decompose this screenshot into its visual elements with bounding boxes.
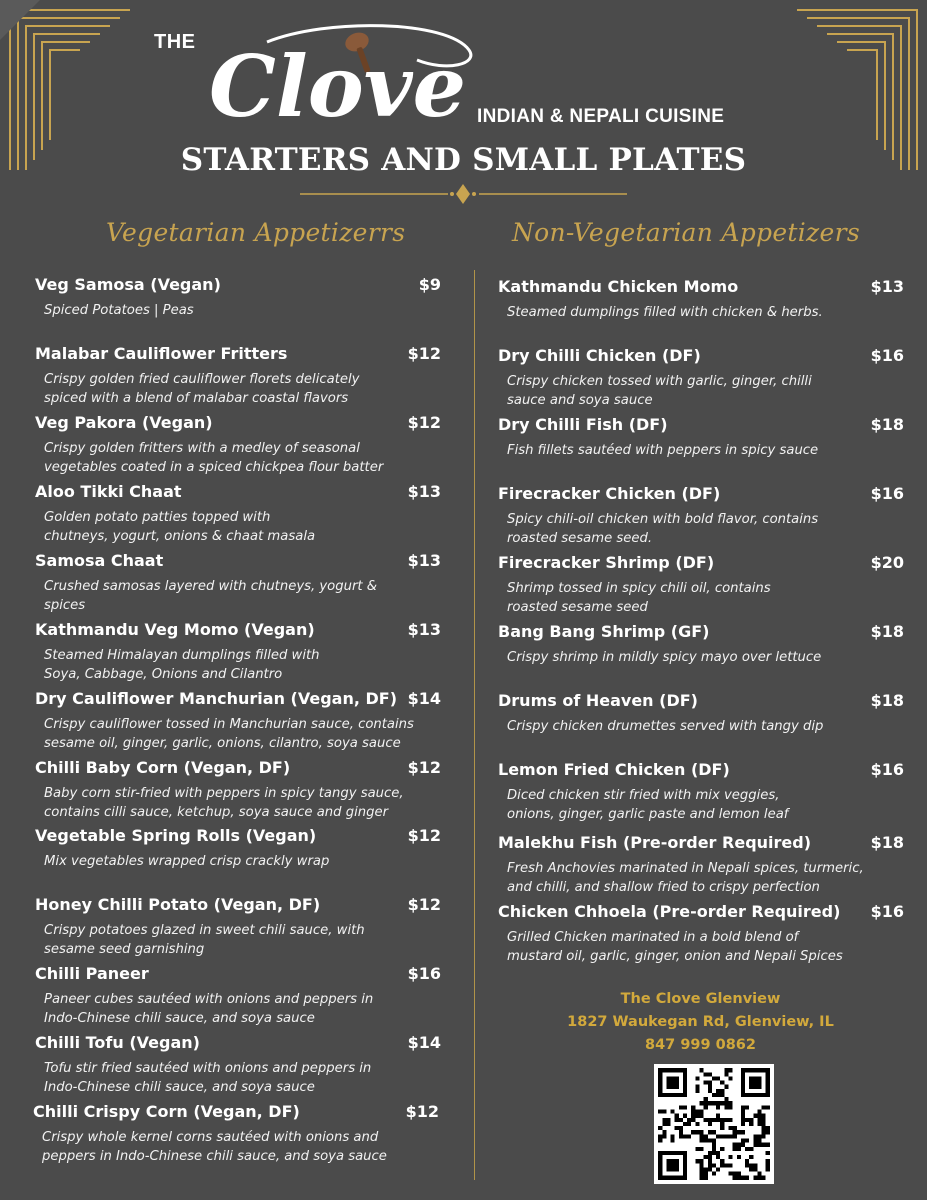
veg-item	[35, 344, 441, 408]
item-price: $12	[407, 344, 441, 363]
item-name: Malabar Cauliflower Fritters	[35, 344, 288, 363]
item-desc: Mix vegetables wrapped crisp crackly wrap	[44, 854, 330, 869]
item-name: Chilli Paneer	[35, 964, 149, 983]
item-desc: Golden potato patties topped with chutneys, yogurt, onions & chaat masala	[44, 510, 316, 544]
nonveg-item	[498, 415, 904, 460]
veg-item	[35, 758, 441, 822]
item-desc: Crispy shrimp in mildly spicy mayo over lettuce	[507, 650, 822, 665]
item-price: $14	[407, 1033, 441, 1052]
item-price: $12	[407, 758, 441, 777]
item-desc: Diced chicken stir fried with mix veggies, onions, ginger, garlic paste and lemon leaf	[507, 788, 789, 822]
nonveg-item	[498, 484, 904, 548]
item-name: Chilli Crispy Corn (Vegan, DF)	[33, 1102, 300, 1121]
clove-logo	[207, 20, 487, 140]
veg-item	[35, 275, 441, 320]
veg-item	[35, 482, 441, 546]
item-name: Dry Cauliflower Manchurian (Vegan, DF)	[35, 689, 398, 708]
veg-item	[33, 1102, 439, 1166]
item-price: $13	[407, 620, 441, 639]
item-price: $12	[405, 1102, 439, 1121]
item-price: $18	[870, 415, 904, 434]
item-price: $13	[870, 277, 904, 296]
item-desc: Steamed dumplings filled with chicken & herbs.	[507, 305, 823, 320]
item-name: Lemon Fried Chicken (DF)	[498, 760, 730, 779]
nonveg-item	[498, 553, 904, 617]
item-name: Vegetable Spring Rolls (Vegan)	[35, 826, 317, 845]
phone-number[interactable]: 847 999 0862	[645, 1037, 756, 1053]
item-desc: Steamed Himalayan dumplings filled with Soya, Cabbage, Onions and Cilantro	[44, 648, 320, 682]
veg-item	[35, 413, 441, 477]
item-desc: Paneer cubes sautéed with onions and peppers in Indo-Chinese chili sauce, and soya sauce	[44, 992, 374, 1026]
item-price: $18	[870, 622, 904, 641]
nonveg-item	[498, 691, 904, 736]
item-name: Dry Chilli Chicken (DF)	[498, 346, 701, 365]
location-name: The Clove Glenview	[620, 991, 781, 1007]
item-desc: Spiced Potatoes | Peas	[44, 303, 194, 318]
item-price: $18	[870, 833, 904, 852]
item-name: Veg Pakora (Vegan)	[35, 413, 213, 432]
item-desc: Crushed samosas layered with chutneys, yogurt & spices	[44, 579, 378, 613]
veg-item	[35, 1033, 441, 1097]
item-name: Drums of Heaven (DF)	[498, 691, 698, 710]
page-title: STARTERS AND SMALL PLATES	[180, 142, 747, 178]
nonveg-item	[498, 902, 904, 966]
item-name: Honey Chilli Potato (Vegan, DF)	[35, 895, 321, 914]
item-name: Veg Samosa (Vegan)	[35, 275, 221, 294]
item-name: Firecracker Shrimp (DF)	[498, 553, 715, 572]
nonveg-item	[498, 277, 904, 322]
item-name: Malekhu Fish (Pre-order Required)	[498, 833, 812, 852]
item-desc: Baby corn stir-fried with peppers in spicy tangy sauce, contains cilli sauce, ketchup, soya sauce and ginger	[44, 786, 404, 820]
item-price: $16	[870, 902, 904, 921]
item-name: Chilli Tofu (Vegan)	[35, 1033, 200, 1052]
item-price: $13	[407, 551, 441, 570]
brand-the: THE	[154, 31, 196, 53]
item-desc: Crispy chicken tossed with garlic, ginger, chilli sauce and soya sauce	[507, 374, 812, 408]
nonveg-item	[498, 346, 904, 410]
item-desc: Crispy chicken drumettes served with tangy dip	[507, 719, 824, 734]
item-price: $16	[870, 346, 904, 365]
item-name: Samosa Chaat	[35, 551, 164, 570]
item-name: Kathmandu Chicken Momo	[498, 277, 739, 296]
veg-item	[35, 551, 441, 615]
item-desc: Grilled Chicken marinated in a bold blend of mustard oil, garlic, ginger, onion and Nepali Spices	[507, 930, 843, 964]
qr-code-icon[interactable]	[654, 1064, 774, 1184]
item-price: $16	[407, 964, 441, 983]
nonveg-heading: Non-Vegetarian Appetizers	[512, 218, 861, 247]
item-price: $18	[870, 691, 904, 710]
veg-heading: Vegetarian Appetizerrs	[106, 218, 406, 247]
veg-item	[35, 620, 441, 684]
item-desc: Fish fillets sautéed with peppers in spicy sauce	[507, 443, 819, 458]
item-price: $16	[870, 760, 904, 779]
item-desc: Crispy golden fried cauliflower florets delicately spiced with a blend of malabar coastal flavors	[44, 372, 360, 406]
restaurant-info	[474, 988, 927, 1057]
item-name: Kathmandu Veg Momo (Vegan)	[35, 620, 315, 639]
ornament-divider	[300, 182, 627, 206]
item-desc: Spicy chili-oil chicken with bold flavor, contains roasted sesame seed.	[507, 512, 819, 546]
veg-item	[35, 826, 441, 871]
item-price: $12	[407, 413, 441, 432]
veg-item	[35, 895, 441, 959]
item-price: $20	[870, 553, 904, 572]
item-price: $9	[418, 275, 441, 294]
item-name: Bang Bang Shrimp (GF)	[498, 622, 710, 641]
item-price: $16	[870, 484, 904, 503]
item-name: Chicken Chhoela (Pre-order Required)	[498, 902, 841, 921]
item-price: $12	[407, 895, 441, 914]
item-price: $13	[407, 482, 441, 501]
item-desc: Tofu stir fried sautéed with onions and peppers in Indo-Chinese chili sauce, and soya sauce	[44, 1061, 372, 1095]
nonveg-item	[498, 760, 904, 824]
item-name: Aloo Tikki Chaat	[35, 482, 182, 501]
item-name: Dry Chilli Fish (DF)	[498, 415, 668, 434]
item-desc: Crispy whole kernel corns sautéed with onions and peppers in Indo-Chinese chili sauce, and soya sauce	[42, 1130, 387, 1164]
item-desc: Crispy golden fritters with a medley of seasonal vegetables coated in a spiced chickpea flour batter	[44, 441, 384, 475]
item-desc: Shrimp tossed in spicy chili oil, contains roasted sesame seed	[507, 581, 771, 615]
item-desc: Crispy cauliflower tossed in Manchurian sauce, contains sesame oil, ginger, garlic, onions, cilantro, soya sauce	[44, 717, 414, 751]
veg-item	[35, 964, 441, 1028]
item-name: Firecracker Chicken (DF)	[498, 484, 721, 503]
item-name: Chilli Baby Corn (Vegan, DF)	[35, 758, 291, 777]
brand-name: Clove	[209, 37, 467, 136]
item-desc: Fresh Anchovies marinated in Nepali spices, turmeric, and chilli, and shallow fried to crispy perfection	[507, 861, 864, 895]
item-desc: Crispy potatoes glazed in sweet chili sauce, with sesame seed garnishing	[44, 923, 365, 957]
item-price: $12	[407, 826, 441, 845]
nonveg-item	[498, 622, 904, 667]
veg-item	[35, 689, 441, 753]
brand-cuisine: INDIAN & NEPALI CUISINE	[477, 106, 725, 127]
item-price: $14	[407, 689, 441, 708]
nonveg-item	[498, 833, 904, 897]
address: 1827 Waukegan Rd, Glenview, IL	[567, 1014, 834, 1030]
